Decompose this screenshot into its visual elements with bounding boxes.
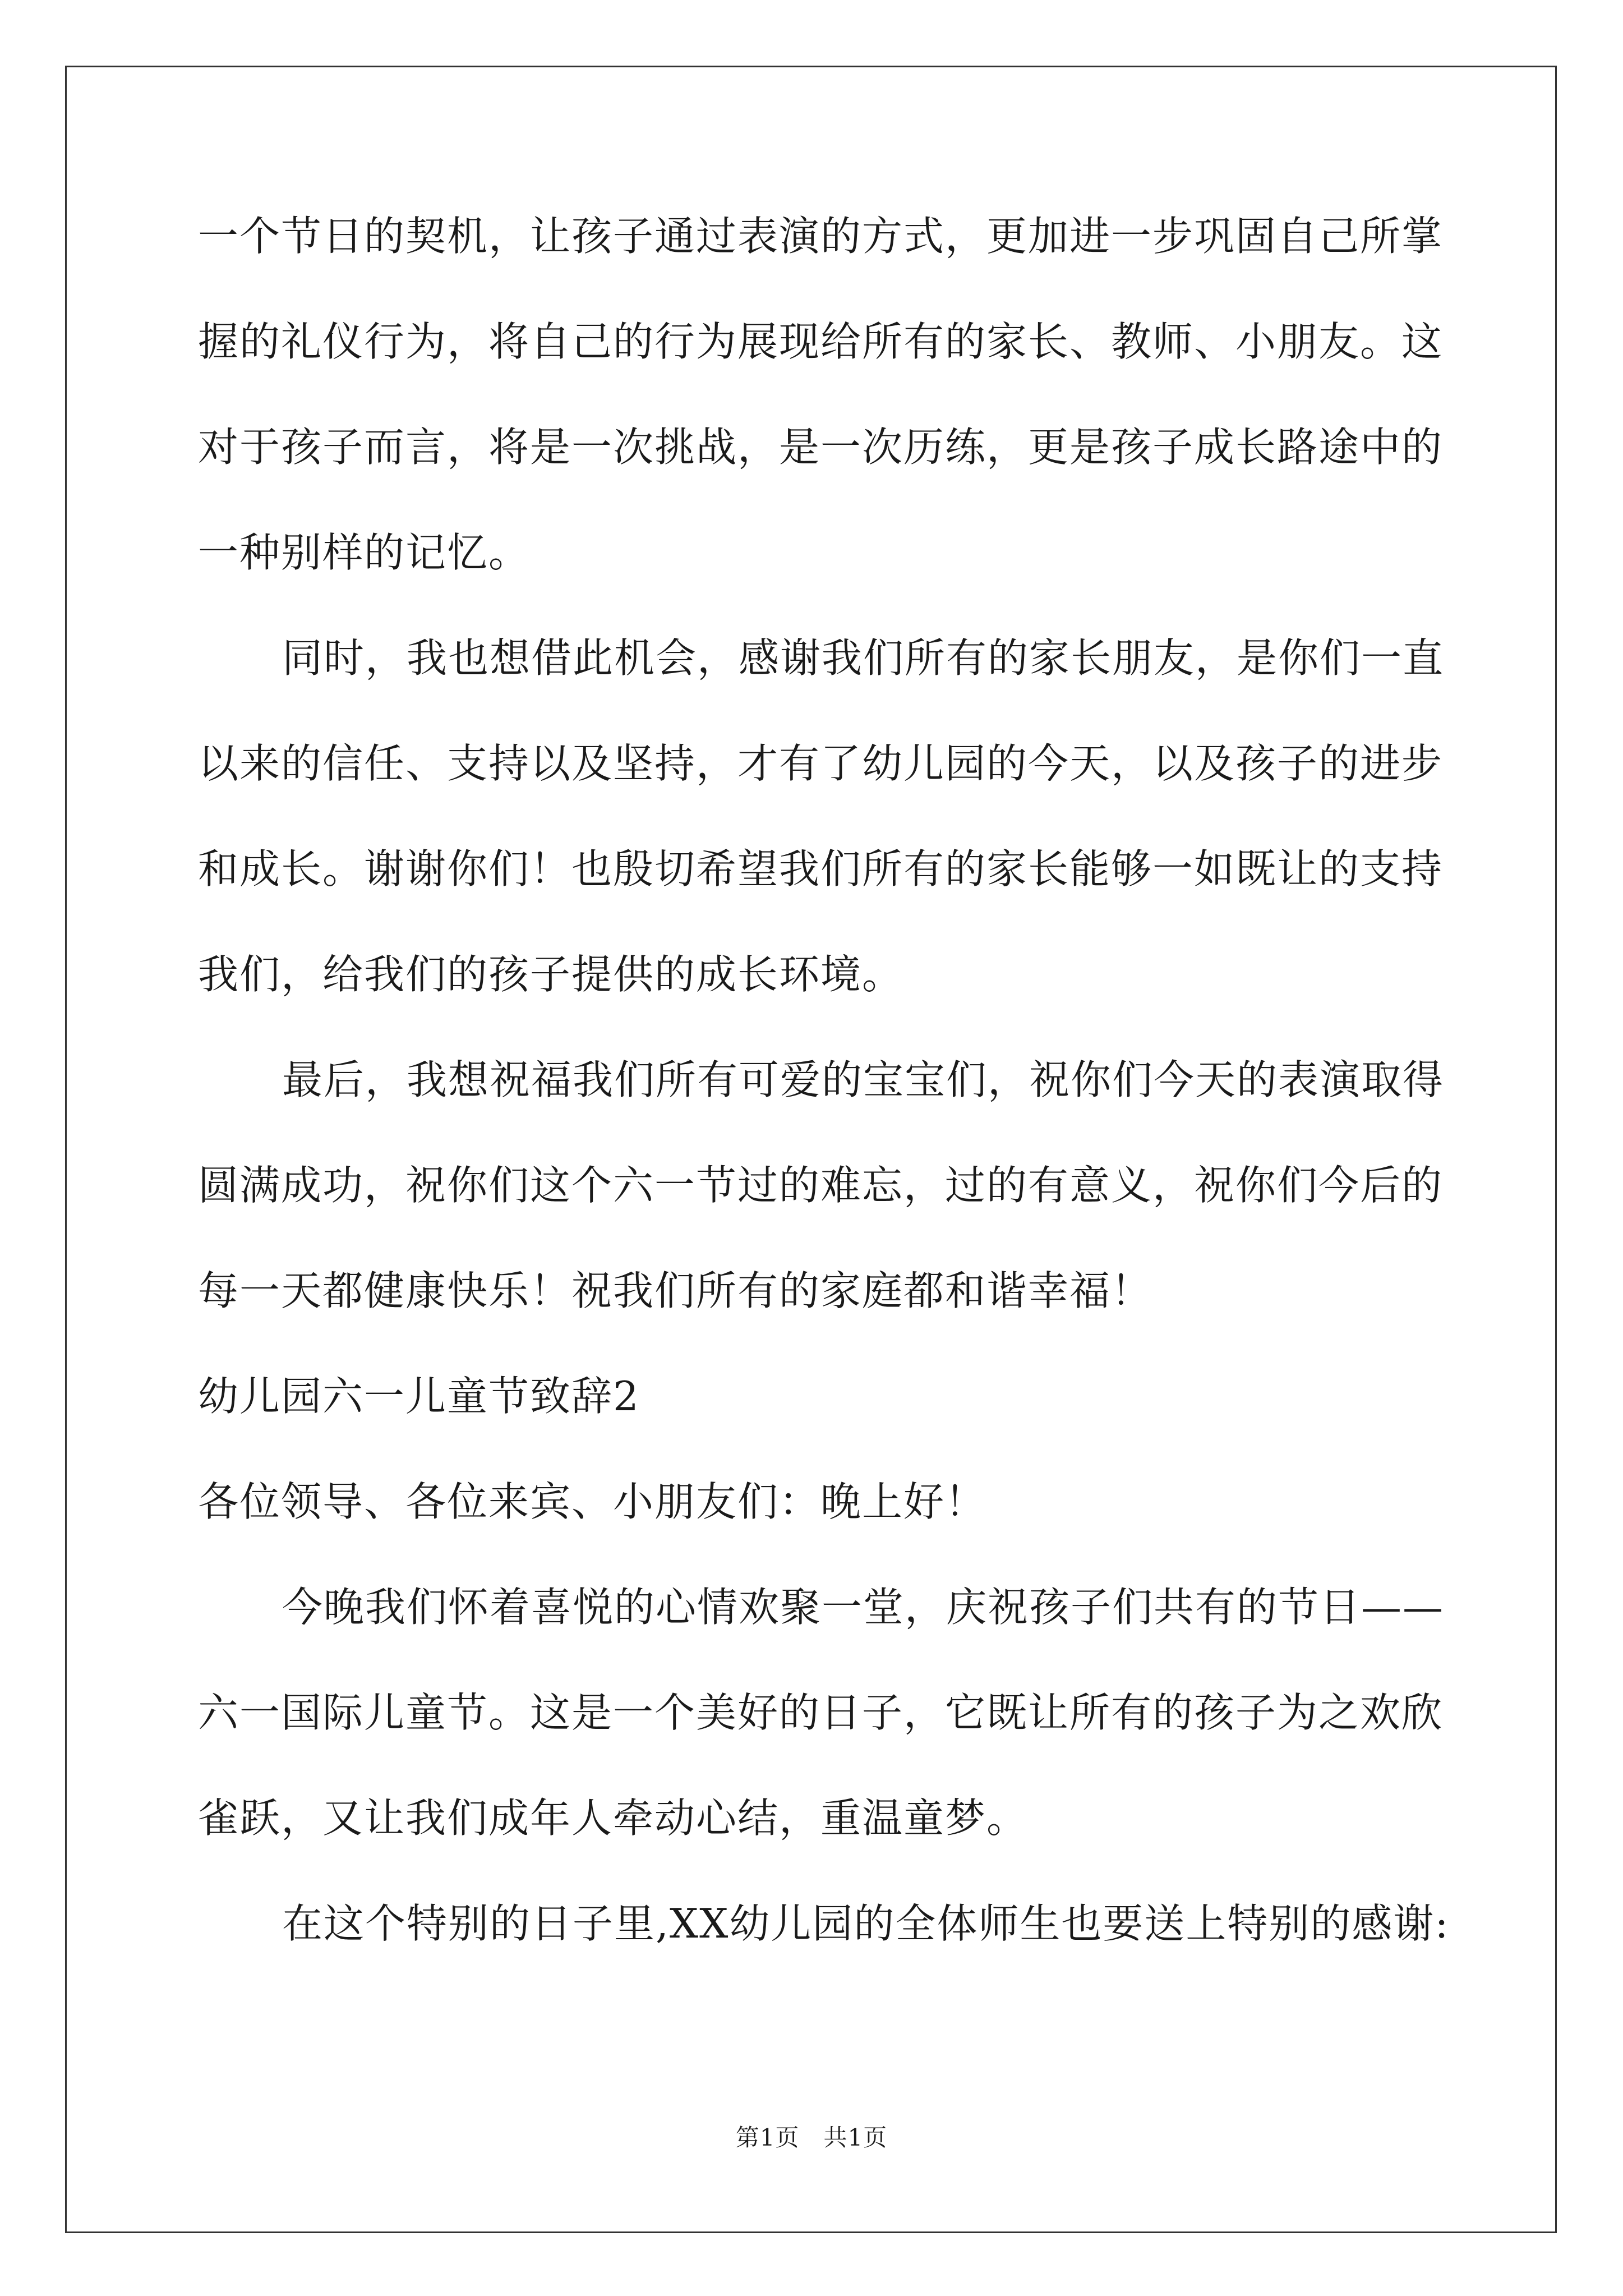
paragraph-line: 圆满成功，祝你们这个六一节过的难忘，过的有意义，祝你们今后的 <box>198 1162 1444 1209</box>
paragraph-line: 和成长。谢谢你们！也殷切希望我们所有的家长能够一如既让的支持 <box>198 845 1444 892</box>
paragraph-line: 雀跃，又让我们成年人牵动心结，重温童梦。 <box>198 1795 1029 1842</box>
paragraph-line: 握的礼仪行为，将自己的行为展现给所有的家长、教师、小朋友。这 <box>198 318 1444 365</box>
paragraph-line: 最后，我想祝福我们所有可爱的宝宝们，祝你们今天的表演取得 <box>282 1056 1445 1103</box>
paragraph-line: 同时，我也想借此机会，感谢我们所有的家长朋友，是你们一直 <box>282 634 1445 682</box>
paragraph-line: 六一国际儿童节。这是一个美好的日子，它既让所有的孩子为之欢欣 <box>198 1689 1444 1736</box>
paragraph-line: 以来的信任、支持以及坚持，才有了幼儿园的今天，以及孩子的进步 <box>198 740 1444 787</box>
section-heading: 幼儿园六一儿童节致辞2 <box>198 1373 640 1420</box>
document-body <box>198 213 1450 2009</box>
page-number-footer: 第1页 共1页 <box>735 2124 888 2151</box>
paragraph-line: 一种别样的记忆。 <box>198 529 531 576</box>
paragraph-line: 今晚我们怀着喜悦的心情欢聚一堂，庆祝孩子们共有的节日—— <box>282 1584 1445 1631</box>
paragraph-line: 在这个特别的日子里,XX幼儿园的全体师生也要送上特别的感谢: <box>282 1900 1450 1947</box>
paragraph-line: 我们，给我们的孩子提供的成长环境。 <box>198 951 904 998</box>
salutation: 各位领导、各位来宾、小朋友们：晚上好！ <box>198 1478 987 1525</box>
paragraph-line: 一个节日的契机，让孩子通过表演的方式，更加进一步巩固自己所掌 <box>198 213 1444 260</box>
paragraph-line: 对于孩子而言，将是一次挑战，是一次历练，更是孩子成长路途中的 <box>198 424 1444 471</box>
paragraph-line: 每一天都健康快乐！祝我们所有的家庭都和谐幸福！ <box>198 1267 1153 1314</box>
